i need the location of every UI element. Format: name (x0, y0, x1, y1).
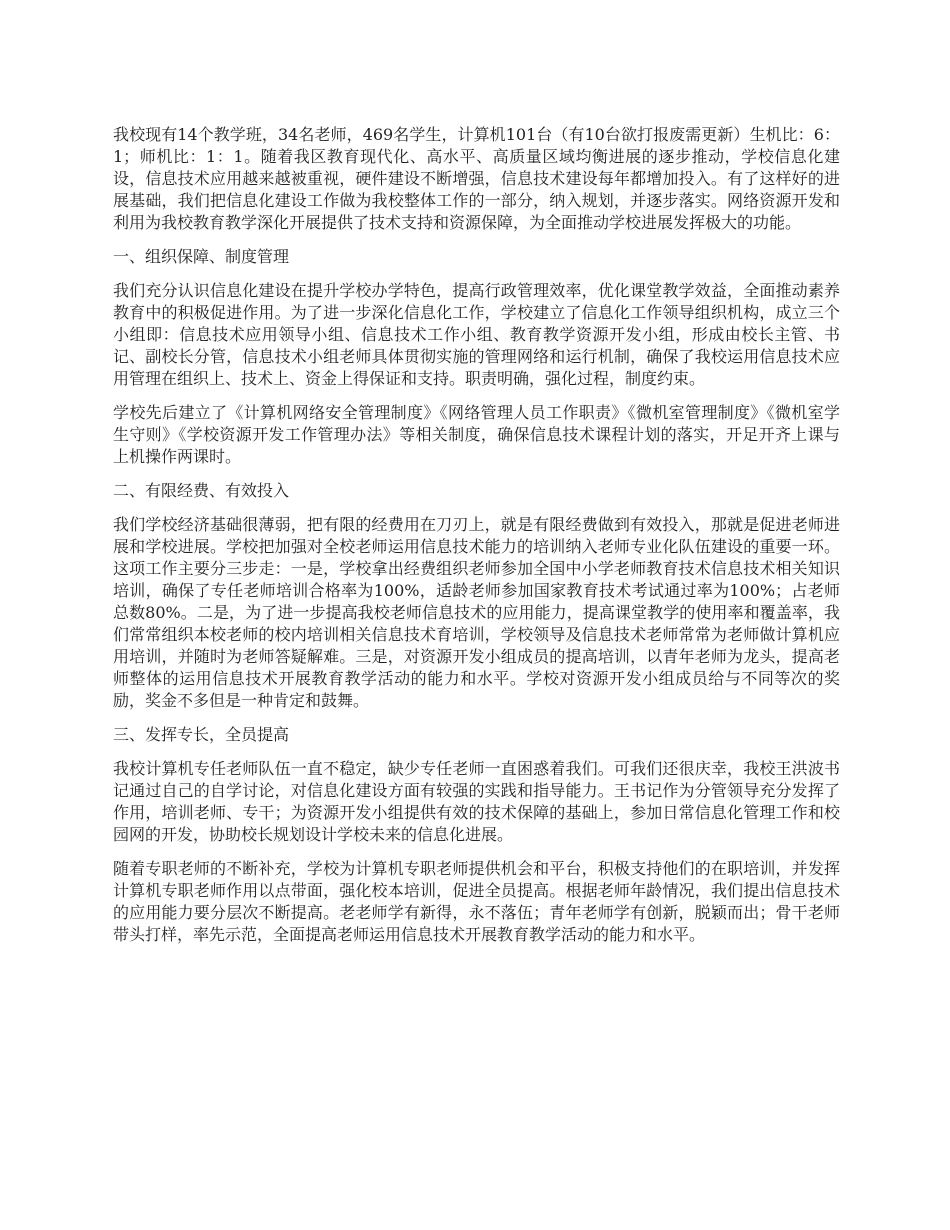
section-2-heading: 二、有限经费、有效投入 (113, 481, 290, 500)
section-3-paragraph-1: 我校计算机专任老师队伍一直不稳定，缺少专任老师一直困惑着我们。可我们还很庆幸，我校王洪波书记通过自己的自学讨论，对信息化建设方面有较强的实践和指导能力。王书记作为分管领导充分发挥了作用，培训老师、专干；为资源开发小组提供有效的技术保障的基础上，参加日常信息化管理工作和校园网的开发，协助校长规划设计学校未来的信息化进展。 (113, 759, 840, 844)
section-3-heading: 三、发挥专长，全员提高 (113, 725, 290, 744)
section-1-heading: 一、组织保障、制度管理 (113, 247, 290, 266)
intro-paragraph: 我校现有14个教学班，34名老师，469名学生，计算机101台（有10台欲打报废需更新）生机比：6：1；师机比：1：1。随着我区教育现代化、高水平、高质量区域均衡进展的逐步推动，学校信息化建设，信息技术应用越来越被重视，硬件建设不断增强，信息技术建设每年都增加投入。有了这样好的进展基础，我们把信息化建设工作做为我校整体工作的一部分，纳入规划，并逐步落实。网络资源开发和利用为我校教育教学深化开展提供了技术支持和资源保障，为全面推动学校进展发挥极大的功能。 (113, 125, 840, 232)
document-body (113, 124, 840, 958)
section-1-paragraph-1: 我们充分认识信息化建设在提升学校办学特色，提高行政管理效率，优化课堂教学效益，全面推动素养教育中的积极促进作用。为了进一步深化信息化工作，学校建立了信息化工作领导组织机构，成立三个小组即：信息技术应用领导小组、信息技术工作小组、教育教学资源开发小组，形成由校长主管、书记、副校长分管，信息技术小组老师具体贯彻实施的管理网络和运行机制，确保了我校运用信息技术应用管理在组织上、技术上、资金上得保证和支持。职责明确，强化过程，制度约束。 (113, 281, 840, 388)
section-3-paragraph-2: 随着专职老师的不断补充，学校为计算机专职老师提供机会和平台，积极支持他们的在职培训，并发挥计算机专职老师作用以点带面，强化校本培训，促进全员提高。根据老师年龄情况，我们提出信息技术的应用能力要分层次不断提高。老老师学有新得，永不落伍；青年老师学有创新，脱颖而出；骨干老师带头打样，率先示范，全面提高老师运用信息技术开展教育教学活动的能力和水平。 (113, 859, 840, 944)
section-2-paragraph-1: 我们学校经济基础很薄弱，把有限的经费用在刀刃上，就是有限经费做到有效投入，那就是促进老师进展和学校进展。学校把加强对全校老师运用信息技术能力的培训纳入老师专业化队伍建设的重要一环。这项工作主要分三步走：一是，学校拿出经费组织老师参加全国中小学老师教育技术信息技术相关知识培训，确保了专任老师培训合格率为100%，适龄老师参加国家教育技术考试通过率为100%；占老师总数80%。二是，为了进一步提高我校老师信息技术的应用能力，提高课堂教学的使用率和覆盖率，我们常常组织本校老师的校内培训相关信息技术育培训，学校领导及信息技术老师常常为老师做计算机应用培训，并随时为老师答疑解难。三是，对资源开发小组成员的提高培训，以青年老师为龙头，提高老师整体的运用信息技术开展教育教学活动的能力和水平。学校对资源开发小组成员给与不同等次的奖励，奖金不多但是一种肯定和鼓舞。 (113, 515, 840, 710)
section-1-paragraph-2: 学校先后建立了《计算机网络安全管理制度》《网络管理人员工作职责》《微机室管理制度》《微机室学生守则》《学校资源开发工作管理办法》等相关制度，确保信息技术课程计划的落实，开足开齐上课与上机操作两课时。 (113, 403, 840, 466)
